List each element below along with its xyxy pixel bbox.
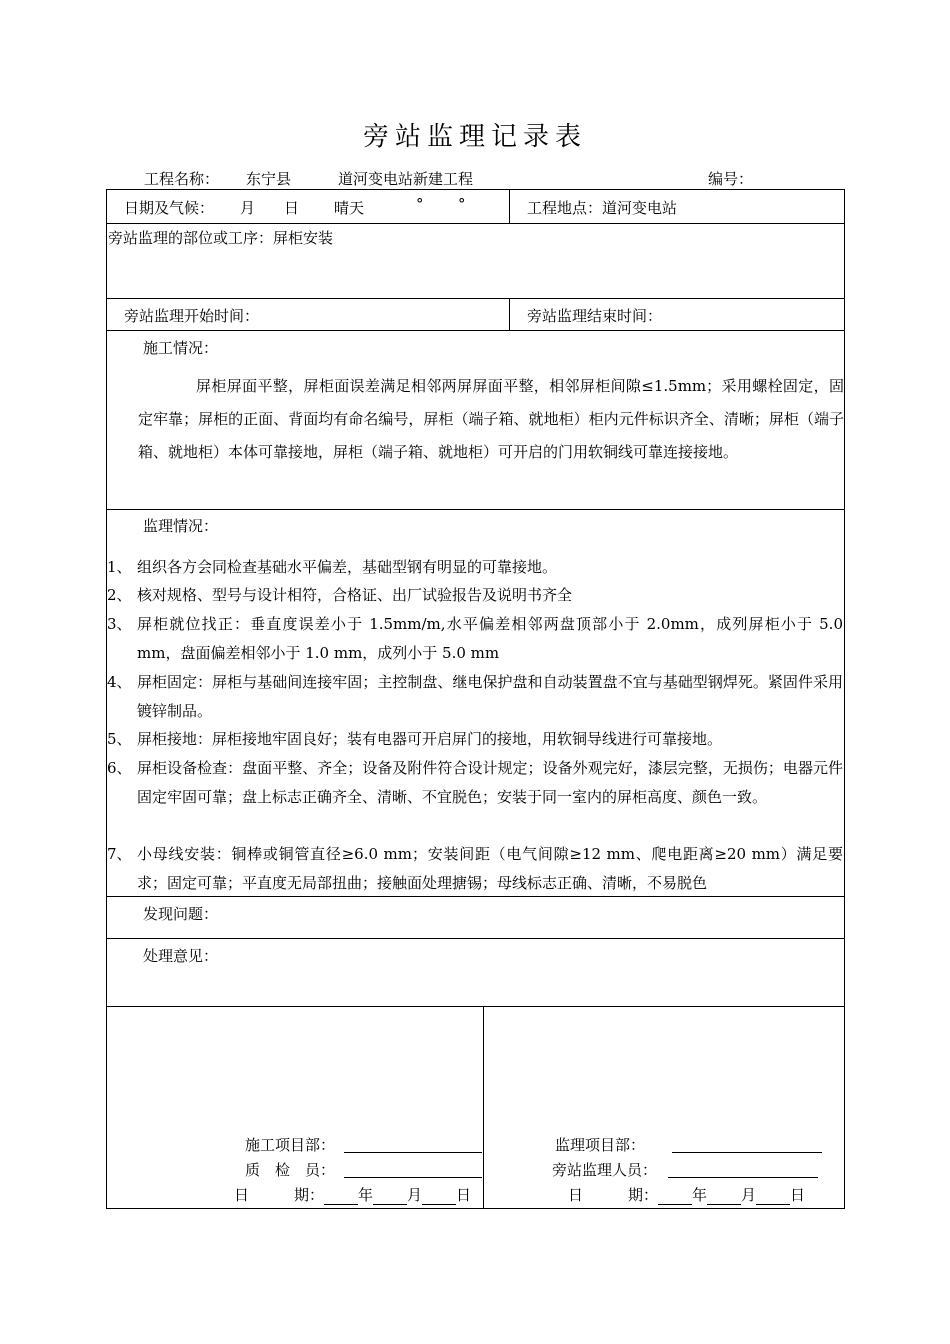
- date-month: 月: [240, 199, 256, 217]
- table-divider: [509, 298, 510, 330]
- table-divider: [106, 298, 845, 299]
- date-blank: [422, 1188, 456, 1205]
- end-time-label: 旁站监理结束时间：: [527, 307, 663, 325]
- left-date: [234, 1185, 471, 1205]
- item-text: 屏柜固定：屏柜与基础间连接牢固；主控制盘、继电保护盘和自动装置盘不宜与基础型钢焊死。紧固件采用镀锌制品。: [137, 673, 843, 720]
- construction-label: 施工情况：: [143, 339, 219, 357]
- date-label: 日 期：: [568, 1186, 659, 1204]
- item-number: 3、: [107, 615, 132, 633]
- date-month: 月: [741, 1186, 757, 1204]
- start-time-label: 旁站监理开始时间：: [124, 307, 260, 325]
- item-number: 4、: [107, 673, 132, 691]
- date-blank: [373, 1188, 407, 1205]
- date-label: 日 期：: [234, 1186, 325, 1204]
- table-divider: [106, 938, 845, 939]
- item-text: 小母线安装：铜棒或铜管直径≥6.0 mm；安装间距（电气间隙≥12 mm、爬电距离≥20 mm）满足要求；固定可靠；平直度无局部扭曲；接触面处理搪锡；母线标志正确、清晰，不易脱色: [137, 845, 843, 892]
- problems-label: 发现问题：: [143, 905, 219, 923]
- table-divider: [509, 189, 510, 223]
- supervised-part-label: 旁站监理的部位或工序：: [108, 229, 274, 247]
- item-number: 6、: [107, 759, 132, 777]
- temp-degree-2: °: [458, 195, 466, 213]
- date-day: 日: [456, 1186, 472, 1204]
- opinion-label: 处理意见：: [143, 947, 219, 965]
- project-county: 东宁县: [246, 170, 292, 188]
- date-blank: [658, 1188, 692, 1205]
- supervised-part: [108, 228, 333, 248]
- date-day: 日: [284, 199, 300, 217]
- signature-line: [672, 1152, 822, 1153]
- date-blank: [707, 1188, 741, 1205]
- quality-inspector-label: 质 检 员：: [245, 1161, 336, 1179]
- date-blank: [756, 1188, 790, 1205]
- construction-text: 屏柜屏面平整，屏柜面误差满足相邻两屏屏面平整，相邻屏柜间隙≤1.5mm；采用螺栓固定，固定牢靠；屏柜的正面、背面均有命名编号，屏柜（端子箱、就地柜）柜内元件标识齐全、清晰；屏柜（端子箱、就地柜）本体可靠接地，屏柜（端子箱、就地柜）可开启的门用软铜线可靠连接接地。: [138, 377, 844, 461]
- signature-line: [668, 1177, 818, 1178]
- right-date: [568, 1185, 805, 1205]
- page-title: 旁站监理记录表: [362, 122, 587, 152]
- date-month: 月: [407, 1186, 423, 1204]
- weather-value: 晴天: [334, 199, 365, 217]
- item-text: 屏柜就位找正：垂直度误差小于 1.5mm/m,水平偏差相邻两盘顶部小于 2.0mm，成列屏柜小于 5.0 mm，盘面偏差相邻小于 1.0 mm，成列小于 5.0 mm: [137, 615, 843, 662]
- number-label: 编号：: [708, 170, 754, 188]
- location-label: 工程地点：: [527, 199, 603, 217]
- project-name: 道河变电站新建工程: [338, 170, 474, 188]
- table-divider: [483, 1006, 484, 1209]
- item-number: 2、: [107, 586, 132, 604]
- item-number: 7、: [107, 845, 132, 863]
- supervised-part-value: 屏柜安装: [273, 229, 334, 247]
- table-divider: [106, 509, 845, 510]
- temp-degree-1: °: [416, 195, 424, 213]
- table-divider: [106, 1006, 845, 1007]
- construction-dept-label: 施工项目部：: [245, 1136, 336, 1154]
- location-value: 道河变电站: [602, 199, 678, 217]
- item-number: 5、: [107, 730, 132, 748]
- project-label: 工程名称：: [144, 170, 220, 188]
- date-year: 年: [358, 1186, 374, 1204]
- table-divider: [106, 330, 845, 331]
- date-blank: [324, 1188, 358, 1205]
- item-text: 屏柜设备检查：盘面平整、齐全；设备及附件符合设计规定；设备外观完好，漆层完整，无损伤；电器元件固定牢固可靠；盘上标志正确齐全、清晰、不宜脱色；安装于同一室内的屏柜高度、颜色一致。: [137, 759, 843, 806]
- supervision-label: 监理情况：: [143, 517, 219, 535]
- supervision-dept-label: 监理项目部：: [555, 1136, 646, 1154]
- item-text: 核对规格、型号与设计相符，合格证、出厂试验报告及说明书齐全: [137, 586, 573, 604]
- location: [527, 198, 677, 218]
- date-day: 日: [790, 1186, 806, 1204]
- date-weather-label: 日期及气候：: [124, 199, 215, 217]
- supervisor-label: 旁站监理人员：: [552, 1161, 658, 1179]
- date-year: 年: [692, 1186, 708, 1204]
- table-divider: [106, 223, 845, 224]
- item-text: 组织各方会同检查基础水平偏差，基础型钢有明显的可靠接地。: [137, 558, 558, 576]
- item-number: 1、: [107, 558, 132, 576]
- signature-line: [344, 1177, 482, 1178]
- item-text: 屏柜接地：屏柜接地牢固良好；装有电器可开启屏门的接地，用软铜导线进行可靠接地。: [137, 730, 723, 748]
- signature-line: [344, 1152, 482, 1153]
